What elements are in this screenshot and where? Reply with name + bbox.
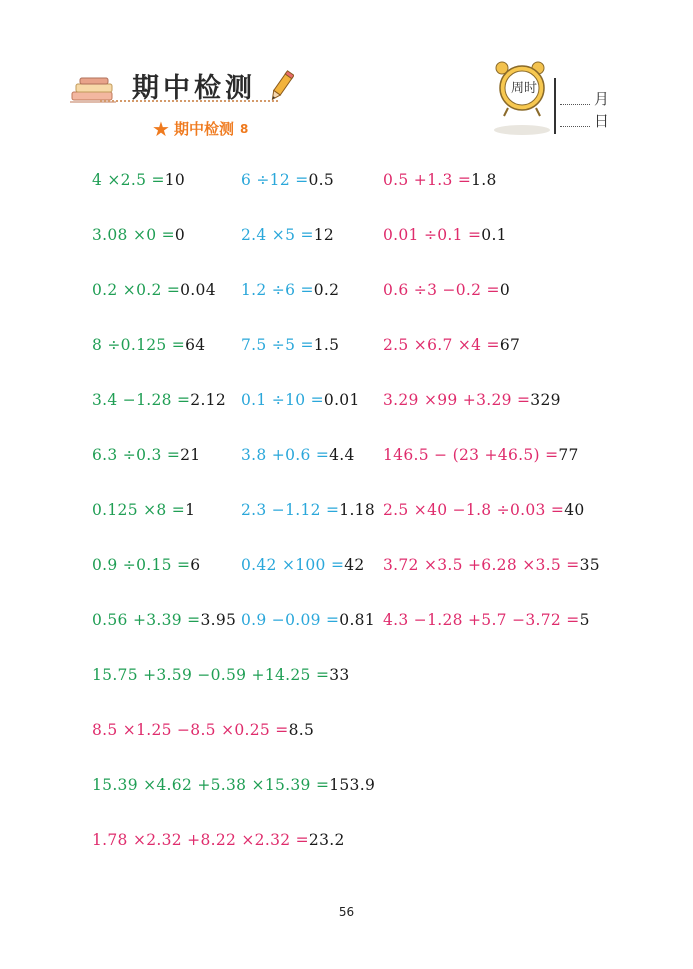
answer: 1.18 xyxy=(339,501,376,519)
answer: 1.8 xyxy=(471,171,497,189)
page-number: 56 xyxy=(338,905,355,919)
equation xyxy=(241,503,375,519)
equation xyxy=(92,778,375,794)
equation xyxy=(241,393,360,409)
answer: 40 xyxy=(564,501,585,519)
answer: 1.5 xyxy=(313,336,340,354)
answer: 0.5 xyxy=(308,171,335,189)
expression: 15.75 +3.59 −0.59 +14.25 = xyxy=(92,666,330,684)
equation xyxy=(241,283,339,299)
equation xyxy=(383,338,520,354)
day-blank xyxy=(560,126,590,127)
expression: 0.6 ÷3 −0.2 = xyxy=(383,281,500,299)
answer: 5 xyxy=(579,611,590,629)
expression: 4.3 −1.28 +5.7 −3.72 = xyxy=(383,611,580,629)
answer: 1 xyxy=(185,501,196,519)
equation xyxy=(92,448,200,464)
equation xyxy=(92,338,205,354)
answer: 77 xyxy=(558,446,579,464)
star-icon: ★ xyxy=(152,116,170,141)
month-label: 月 xyxy=(594,90,610,108)
expression: 0.9 −0.09 = xyxy=(241,611,340,629)
equation xyxy=(383,173,497,189)
expression: 0.1 ÷10 = xyxy=(241,391,324,409)
equation xyxy=(241,558,365,574)
page-title: 期中检测 xyxy=(132,73,256,104)
equation xyxy=(383,448,579,464)
answer: 12 xyxy=(313,226,335,244)
answer: 67 xyxy=(499,336,521,354)
expression: 2.3 −1.12 = xyxy=(241,501,340,519)
equation xyxy=(241,173,334,189)
equation xyxy=(383,503,585,519)
equation xyxy=(383,283,510,299)
expression: 1.2 ÷6 = xyxy=(241,281,314,299)
expression: 0.01 ÷0.1 = xyxy=(383,226,482,244)
equation xyxy=(383,558,600,574)
equation xyxy=(92,833,345,849)
equation xyxy=(383,228,507,244)
subtitle-number: 8 xyxy=(239,121,249,136)
answer: 6 xyxy=(190,556,201,574)
answer: 23.2 xyxy=(308,831,345,849)
answer: 2.12 xyxy=(190,391,227,409)
answer: 21 xyxy=(180,446,201,464)
equation xyxy=(241,613,375,629)
expression: 0.56 +3.39 = xyxy=(92,611,201,629)
alarm-clock-icon xyxy=(490,58,554,138)
answer: 0.01 xyxy=(323,391,360,409)
expression: 3.4 −1.28 = xyxy=(92,391,191,409)
equation xyxy=(92,668,350,684)
equation xyxy=(92,723,314,739)
expression: 2.5 ×6.7 ×4 = xyxy=(383,336,500,354)
answer: 3.95 xyxy=(200,611,237,629)
equation xyxy=(92,173,185,189)
expression: 0.42 ×100 = xyxy=(241,556,345,574)
equation xyxy=(92,558,200,574)
expression: 4 ×2.5 = xyxy=(92,171,165,189)
pencil-icon xyxy=(268,70,294,104)
expression: 0.2 ×0.2 = xyxy=(92,281,181,299)
expression: 8.5 ×1.25 −8.5 ×0.25 = xyxy=(92,721,289,739)
answer: 35 xyxy=(579,556,600,574)
expression: 2.4 ×5 = xyxy=(241,226,314,244)
answer: 4.4 xyxy=(329,446,355,464)
expression: 3.08 ×0 = xyxy=(92,226,175,244)
answer: 10 xyxy=(164,171,186,189)
equation xyxy=(92,228,185,244)
expression: 3.8 +0.6 = xyxy=(241,446,330,464)
equation xyxy=(241,448,355,464)
day-label: 日 xyxy=(594,112,610,130)
equation xyxy=(92,283,216,299)
answer: 153.9 xyxy=(329,776,376,794)
section-subtitle xyxy=(152,118,248,139)
equation xyxy=(241,338,339,354)
expression: 8 ÷0.125 = xyxy=(92,336,186,354)
expression: 7.5 ÷5 = xyxy=(241,336,314,354)
answer: 42 xyxy=(344,556,365,574)
expression: 15.39 ×4.62 +5.38 ×15.39 = xyxy=(92,776,330,794)
subtitle-text: 期中检测 xyxy=(173,120,234,138)
clock-label: 周时 xyxy=(510,81,537,96)
answer: 33 xyxy=(329,666,350,684)
answer: 0.2 xyxy=(313,281,340,299)
equation xyxy=(92,393,226,409)
expression: 0.125 ×8 = xyxy=(92,501,186,519)
date-divider xyxy=(554,78,556,134)
answer: 0 xyxy=(499,281,510,299)
answer: 0 xyxy=(174,226,186,244)
equation xyxy=(92,503,195,519)
answer: 0.81 xyxy=(339,611,376,629)
equation xyxy=(241,228,334,244)
expression: 0.5 +1.3 = xyxy=(383,171,472,189)
answer: 329 xyxy=(530,391,561,409)
expression: 146.5 − (23 +46.5) = xyxy=(383,446,559,464)
answer: 0.04 xyxy=(180,281,216,299)
expression: 6 ÷12 = xyxy=(241,171,309,189)
month-blank xyxy=(560,104,590,105)
answer: 8.5 xyxy=(288,721,315,739)
answer: 64 xyxy=(185,336,206,354)
equation xyxy=(383,393,561,409)
expression: 2.5 ×40 −1.8 ÷0.03 = xyxy=(383,501,565,519)
expression: 0.9 ÷0.15 = xyxy=(92,556,191,574)
expression: 1.78 ×2.32 +8.22 ×2.32 = xyxy=(92,831,309,849)
equation xyxy=(383,613,590,629)
expression: 3.72 ×3.5 +6.28 ×3.5 = xyxy=(383,556,580,574)
answer: 0.1 xyxy=(481,226,507,244)
expression: 3.29 ×99 +3.29 = xyxy=(383,391,531,409)
equation xyxy=(92,613,236,629)
expression: 6.3 ÷0.3 = xyxy=(92,446,181,464)
